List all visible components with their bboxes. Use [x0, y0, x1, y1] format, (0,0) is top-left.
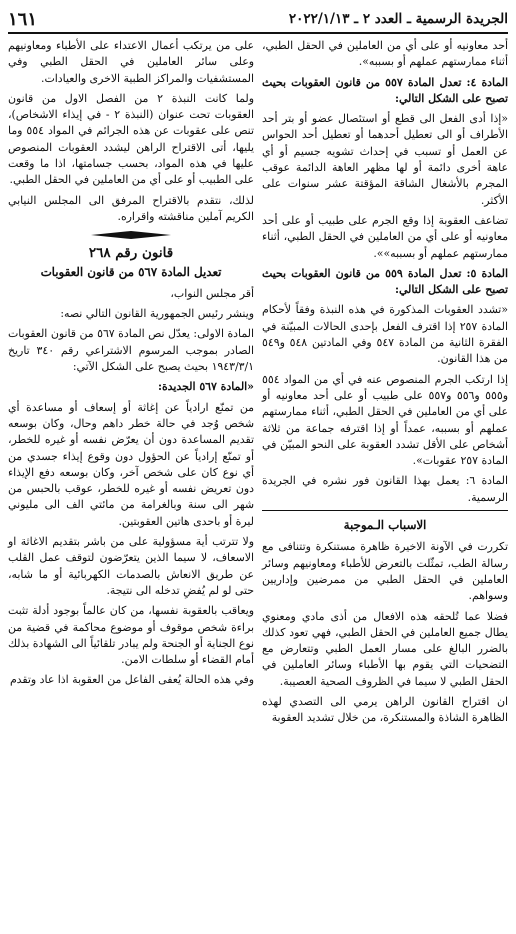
- article-heading: «المادة ٥٦٧ الجديدة:: [157, 380, 254, 394]
- page-number: ١٦١: [8, 8, 38, 30]
- section-divider: [262, 510, 508, 511]
- paragraph: وينشر رئيس الجمهورية القانون التالي نصه:: [60, 307, 254, 321]
- reasons-heading: الاسباب الـموجبة: [343, 518, 427, 533]
- paragraph: «إذا أدى الفعل الى قطع أو استئصال عضو أو بتر أحد الأطراف أو الى تعطيل أحدهما أو تعطيل أحد الحواس عن العمل أو تسبب في إحداث تشويه جسيم أو أي عاهة أخرى دائمة أو لها مظهر العاهة الدائمة عوقب المجرم بالأشغال الشاقة المؤقتة عشر سنوات على الأكثر.: [262, 112, 508, 207]
- left-column: [8, 38, 254, 731]
- paragraph: أقر مجلس النواب،: [170, 286, 254, 300]
- law-title: تعديل المادة ٥٦٧ من قانون العقوبات: [40, 264, 222, 279]
- article-heading: المادة ٥: تعدل المادة ٥٥٩ من قانون العقوبات بحيث تصبح على الشكل التالي:: [262, 266, 508, 297]
- paragraph: تضاعف العقوبة إذا وقع الجرم على طبيب أو على أحد معاونيه أو على أي من العاملين في الحقل الطبي، أثناء ممارستهم عملهم أو بسببه»».: [262, 213, 508, 260]
- paragraph: من تمنّع ارادياً عن إغاثة أو إسعاف أو مساعدة أي شخص وُجد في حالة خطر داهم وحال، وكان بوسعه تقديم المساعدة دون أن يعرّض نفسه أو غيره للخطر، أو تمنّع إرادياً عن الحؤول دون وقوع إيذاء جسدي من أي نوع كان على شخص آخر، وكان بوسعه دفع الإيذاء دون تعريض نفسه أو غيره للخطر، عوقب بالحبس من شهر الى سنة وبالغرامة من مائتي الف الى مليوني ليرة أو باحدى هاتين العقوبتين.: [8, 400, 254, 528]
- paragraph: أحد معاونيه أو على أي من العاملين في الحقل الطبي، أثناء ممارستهم عملهم أو بسببه».: [262, 39, 508, 69]
- right-column: [262, 38, 508, 731]
- article-columns: [8, 38, 508, 731]
- paragraph: فضلا عما تُلحقه هذه الافعال من أذى مادي ومعنوي يطال جميع العاملين في الحقل الطبي، فهي تعود كذلك بالضرر البالغ على مسار العمل الطبي وتتعارض مع التضحيات التي يقوم بها الأطباء وسائر العاملين في الحقل الطبي لا سيما في الظروف الصحية العصيبة.: [262, 609, 508, 688]
- paragraph: ولا تترتب أية مسؤولية على من باشر بتقديم الاغاثة او الاسعاف، لا سيما الذين يتعرّضون لتوقف عمل القلب عن طريق الانعاش بالصدمات الكهربائية أو ما شابه، حتى لو لم يُفضِ تدخله الى نتيجة.: [8, 535, 254, 597]
- paragraph: وفي هذه الحالة يُعفى الفاعل من العقوبة اذا عاد وتقدم: [9, 673, 254, 687]
- law-number: قانون رقم ٢٦٨: [88, 245, 174, 262]
- page-header: [8, 6, 508, 34]
- paragraph: إذا ارتكب الجرم المنصوص عنه في أي من المواد ٥٥٤ و٥٥٥ و٥٥٦ و٥٥٧ على طبيب أو على أحد معاونيه أو على أي من العاملين في الحقل الطبي، أثناء ممارستهم عملهم أو بسببه، عمداً أو إذا اقترفه جماعة من ثلاثة أشخاص على الأقل تشدد العقوبة على النحو المبيّن في المادة ٢٥٧ عقوبات».: [262, 372, 508, 468]
- paragraph: ويعاقب بالعقوبة نفسها، من كان عالماً بوجود أدلة تثبت براءة شخص موقوف أو موضوع محاكمة في قضية من نوع الجناية أو الجنحة ولم يبادر تلقائياً الى الشهادة بذلك أمام القضاء أو سلطات الامن.: [8, 604, 254, 667]
- paragraph: على من يرتكب أعمال الاعتداء على الأطباء ومعاونيهم وعلى سائر العاملين في الحقل الطبي وفي المستشفيات والمراكز الطبية الاخرى والعيادات.: [8, 39, 254, 85]
- paragraph: لذلك، نتقدم بالاقتراح المرفق الى المجلس النيابي الكريم آملين مناقشته واقراره.: [8, 193, 254, 223]
- ornament-divider: [8, 229, 254, 241]
- article-heading: المادة ٤: تعدل المادة ٥٥٧ من قانون العقوبات بحيث تصبح على الشكل التالي:: [262, 75, 508, 105]
- paragraph: المادة ٦: يعمل بهذا القانون فور نشره في الجريدة الرسمية.: [262, 474, 508, 504]
- gazette-title: الجريدة الرسمية ـ العدد ٢ ـ ٢٠٢٢/١/١٣: [288, 11, 508, 27]
- paragraph: تكررت في الآونة الاخيرة ظاهرة مستنكرة وتتنافى مع رسالة الطب، تمثّلت بالتعرض للأطباء ومعاونيهم وسائر العاملين في الحقل الطبي من ممرضين وإداريين وسواهم.: [262, 540, 508, 603]
- paragraph: ان اقتراح القانون الراهن يرمي الى التصدي لهذه الظاهرة الشاذة والمستنكرة، من خلال تشديد العقوبة: [262, 694, 508, 725]
- paragraph: المادة الاولى: يعدّل نص المادة ٥٦٧ من قانون العقوبات الصادر بموجب المرسوم الاشتراعي رقم ٣٤٠ تاريخ ١٩٤٣/٣/١ بحيث يصبح على الشكل الآتي:: [8, 327, 254, 374]
- ornament-icon: [91, 230, 171, 240]
- paragraph: «تشدد العقوبات المذكورة في هذه النبذة وفقاً لأحكام المادة ٢٥٧ إذا اقترف الفعل بإحدى الحالات المبيّنة في الفقرة الثانية من المادة ٥٤٧ وفي المادتين ٥٤٨ و٥٤٩ من هذا القانون.: [262, 303, 508, 366]
- paragraph: ولما كانت النبذة ٢ من الفصل الاول من قانون العقوبات تحت عنوان (النبذة ٢ - في إيذاء الاشخاص)، تنص على عقوبات عن هذه الجرائم في المواد ٥٥٤ وما يليها، أتى الاقتراح الراهن ليشدد العقوبات المنصوص عليها في هذه المواد، بحسب جسامتها، اذا ما وقعت على الطبيب أو على أي من العاملين في الحقل الطبي.: [8, 91, 255, 187]
